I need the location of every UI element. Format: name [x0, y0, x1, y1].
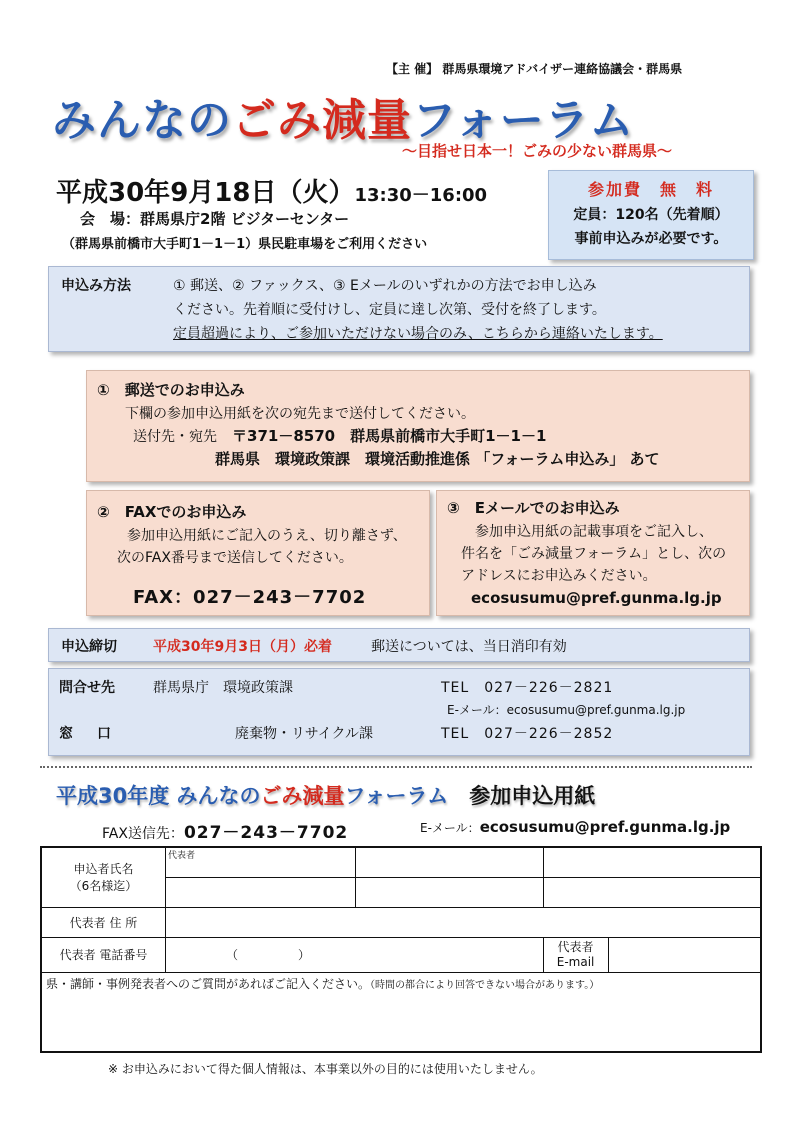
form-email-line: [420, 818, 730, 836]
form-fax-number: 027－243－7702: [183, 823, 349, 843]
dest-label: 送付先・宛先: [133, 429, 217, 445]
page-title: [52, 84, 634, 148]
form-email-address: ecosusumu@pref.gunma.lg.jp: [479, 818, 731, 836]
phone-label: 代表者 電話番号: [41, 937, 165, 972]
date-day: 9月18日（火）: [170, 178, 355, 208]
rep-email-field[interactable]: [609, 938, 760, 972]
name-field-3[interactable]: [543, 847, 761, 877]
name-field-2[interactable]: [355, 847, 543, 877]
deadline-date: 平成30年9月3日（月）必着: [153, 639, 332, 655]
method-line3: 定員超過により、ご参加いただけない場合のみ、こちらから連絡いたします。: [173, 326, 663, 342]
email-line2: 件名を「ごみ減量フォーラム」とし、次の: [461, 546, 727, 562]
phone-field[interactable]: [165, 937, 543, 972]
method-line1: ① 郵送、② ファックス、③ Eメールのいずれかの方法でお申し込み: [173, 278, 597, 294]
form-email-label: E-メール：: [420, 821, 480, 835]
fee-box: [548, 170, 754, 260]
phone-parens: （ ）: [225, 948, 310, 962]
fax-heading: ② FAXでのお申込み: [97, 503, 247, 521]
subtitle: ～目指せ日本一！ごみの少ない群馬県～: [402, 142, 673, 160]
question-label: 県・講師・事例発表者へのご質問があればご記入ください。: [46, 976, 371, 991]
contact-section2: 廃棄物・リサイクル課: [235, 726, 374, 742]
contact-email: E-メール：ecosusumu@pref.gunma.lg.jp: [447, 703, 686, 717]
rep-email-label1: 代表者: [557, 939, 594, 954]
mail-box: [86, 370, 750, 482]
contact-label: 問合せ先: [59, 680, 115, 696]
name-field-6[interactable]: [543, 877, 761, 907]
advance-note: 事前申込みが必要です。: [574, 231, 728, 247]
form-fax-label: FAX送信先：: [102, 826, 184, 842]
window-label: 窓口: [59, 726, 135, 742]
method-line2: ください。先着順に受付けし、定員に達し次第、受付を終了します。: [173, 302, 606, 318]
rep-small-label: 代表者: [167, 851, 195, 861]
form-title-part4: 参加申込用紙: [469, 784, 596, 808]
method-label: 申込み方法: [61, 278, 131, 294]
address-field[interactable]: [165, 907, 761, 937]
cut-line: [40, 766, 752, 768]
email-box: [436, 490, 750, 616]
fax-line1: 参加申込用紙にご記入のうえ、切り離さず、: [127, 528, 407, 544]
name-field-5[interactable]: [355, 877, 543, 907]
dest-name: 群馬県 環境政策課 環境活動推進係 「フォーラム申込み」 あて: [215, 450, 660, 468]
title-part2: ごみ減量: [232, 95, 412, 146]
dest-address: 〒371－8570 群馬県前橋市大手町1－1－1: [232, 427, 547, 445]
event-date: [56, 172, 487, 209]
event-time: 13:30－16:00: [354, 185, 488, 206]
parking-note: （群馬県前橋市大手町1－1－1）県民駐車場をご利用ください: [62, 237, 428, 252]
question-note: （時間の都合により回答できない場合があります。）: [370, 979, 600, 991]
contact-tel1: TEL 027－226－2821: [441, 680, 614, 696]
form-title-part2: ごみ減量: [260, 784, 345, 808]
email-line1: 参加申込用紙の記載事項をご記入し、: [475, 524, 713, 540]
name-field-1[interactable]: [165, 847, 355, 877]
privacy-note: ※ お申込みにおいて得た個人情報は、本事業以外の目的には使用いたしません。: [108, 1062, 543, 1076]
method-box: [48, 266, 750, 352]
form-title-part1: 平成30年度 みんなの: [56, 784, 261, 808]
email-address[interactable]: ecosusumu@pref.gunma.lg.jp: [471, 589, 722, 607]
question-field[interactable]: [41, 972, 761, 1052]
capacity: 定員：120名（先着順）: [573, 207, 729, 223]
contact-org: 群馬県庁 環境政策課: [153, 680, 293, 696]
sponsor-text: 【主 催】 群馬県環境アドバイザー連絡協議会・群馬県: [386, 62, 683, 76]
venue: 会 場：群馬県庁2階 ビジターセンター: [80, 210, 350, 228]
form-title: [56, 780, 595, 810]
contact-tel2: TEL 027－226－2852: [441, 726, 614, 742]
form-fax-line: [102, 818, 348, 843]
contact-box: [48, 668, 750, 756]
form-title-part3: フォーラム: [344, 784, 449, 808]
deadline-box: [48, 628, 750, 662]
fax-number: FAX：027－243－7702: [133, 587, 367, 608]
name-label2: （6名様迄）: [69, 879, 138, 894]
fee-label: 参加費 無 料: [587, 180, 714, 199]
fax-box: [86, 490, 430, 616]
email-line3: アドレスにお申込みください。: [461, 568, 657, 584]
name-label1: 申込者氏名: [73, 862, 134, 877]
name-label-cell: [41, 847, 165, 907]
name-field-4[interactable]: [165, 877, 355, 907]
rep-email-label2: E-mail: [556, 954, 595, 969]
mail-line1: 下欄の参加申込用紙を次の宛先まで送付してください。: [125, 406, 475, 422]
title-part3: フォーラム: [412, 95, 635, 146]
deadline-label: 申込締切: [61, 639, 117, 655]
rep-email-cell: [543, 937, 761, 972]
application-form-table: [40, 846, 762, 1053]
rep-email-label: [544, 938, 609, 972]
address-label: 代表者 住 所: [41, 907, 165, 937]
mail-heading: ① 郵送でのお申込み: [97, 381, 245, 399]
mail-destination: [133, 425, 546, 446]
title-part1: みんなの: [52, 95, 232, 146]
email-heading: ③ Eメールでのお申込み: [447, 499, 620, 517]
date-era: 平成30年: [56, 178, 171, 208]
deadline-note: 郵送については、当日消印有効: [371, 639, 567, 655]
fax-line2: 次のFAX番号まで送信してください。: [117, 550, 353, 566]
